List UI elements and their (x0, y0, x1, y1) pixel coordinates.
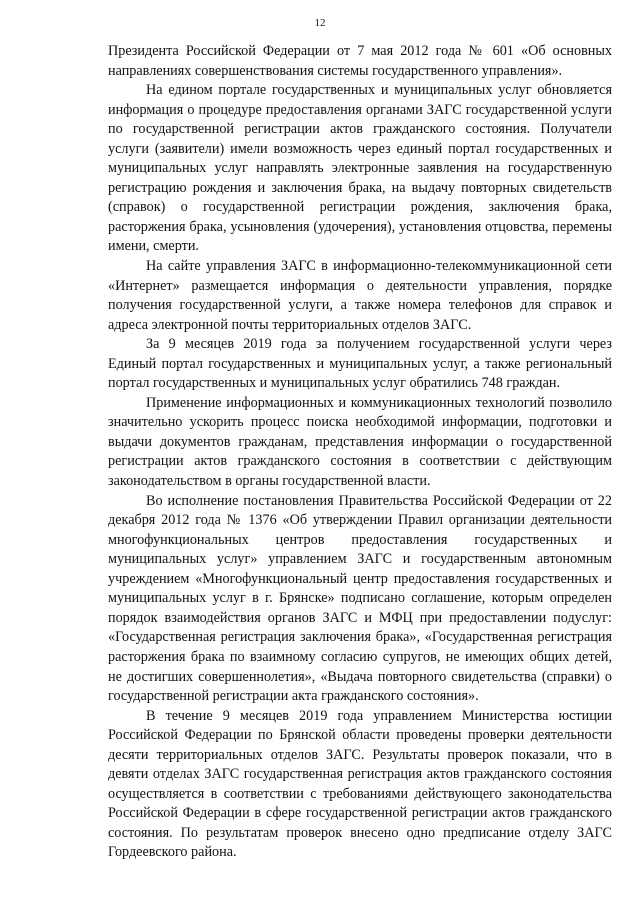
paragraph-decree-reference: Президента Российской Федерации от 7 мая 2012 года № 601 «Об основных направлениях совершенствования системы государственного управления». (108, 43, 612, 79)
paragraph-zags-website: На сайте управления ЗАГС в информационно-телекоммуникационной сети «Интернет» размещается информация о деятельности управления, порядке получения государственной услуги, а также номера телефонов для справок и адреса электронной почты территориальных отделов ЗАГС. (108, 258, 612, 333)
page-number: 12 (314, 17, 326, 29)
paragraph-nine-months-requests: За 9 месяцев 2019 года за получением государственной услуги через Единый портал государственных и муниципальных услуг, а также региональный портал государственных и муниципальных услуг обратились 748 граждан. (108, 336, 612, 392)
document-body (108, 42, 612, 863)
paragraph-ict-usage: Применение информационных и коммуникационных технологий позволило значительно ускорить процесс поиска необходимой информации, подготовки и выдачи документов гражданам, представления информации о государственной регистрации актов гражданского состояния в соответствии с действующим законодательством в органы государственной власти. (108, 394, 612, 490)
paragraph-unified-portal: На едином портале государственных и муниципальных услуг обновляется информация о процедуре предоставления органами ЗАГС государственной услуги по государственной регистрации актов гражданского состояния. Получатели услуги (заявители) имели возможность через единый портал государственных и муниципальных услуг направлять электронные заявления на государственную регистрацию рождения и заключения брака, на выдачу повторных свидетельств (справок) о государственной регистрации рождения, заключения брака, расторжения брака, усыновления (удочерения), установления отцовства, перемены имени, смерти. (108, 82, 612, 255)
paragraph-inspections: В течение 9 месяцев 2019 года управлением Министерства юстиции Российской Федерации по Брянской области проведены проверки деятельности десяти территориальных отделов ЗАГС. Результаты проверок показали, что в девяти отделах ЗАГС государственная регистрация актов гражданского состояния осуществляется в соответствии с требованиями действующего законодательства Российской Федерации в сфере государственной регистрации актов гражданского состояния. По результатам проверок внесено одно предписание отделу ЗАГС Гордеевского района. (108, 707, 612, 861)
paragraph-mfc-agreement: Во исполнение постановления Правительства Российской Федерации от 22 декабря 2012 года № 1376 «Об утверждении Правил организации деятельности многофункциональных центров предоставления государственных и муниципальных услуг» управлением ЗАГС и государственным автономным учреждением «Многофункциональный центр предоставления государственных и муниципальных услуг в г. Брянске» подписано соглашение, которым определен порядок взаимодействия органов ЗАГС и МФЦ при предоставлении подуслуг: «Государственная регистрация заключения брака», «Государственная регистрация расторжения брака по взаимному согласию супругов, не имеющих общих детей, не достигших совершеннолетия», «Выдача повторного свидетельства (справки) о государственной регистрации акта гражданского состояния». (108, 492, 612, 705)
